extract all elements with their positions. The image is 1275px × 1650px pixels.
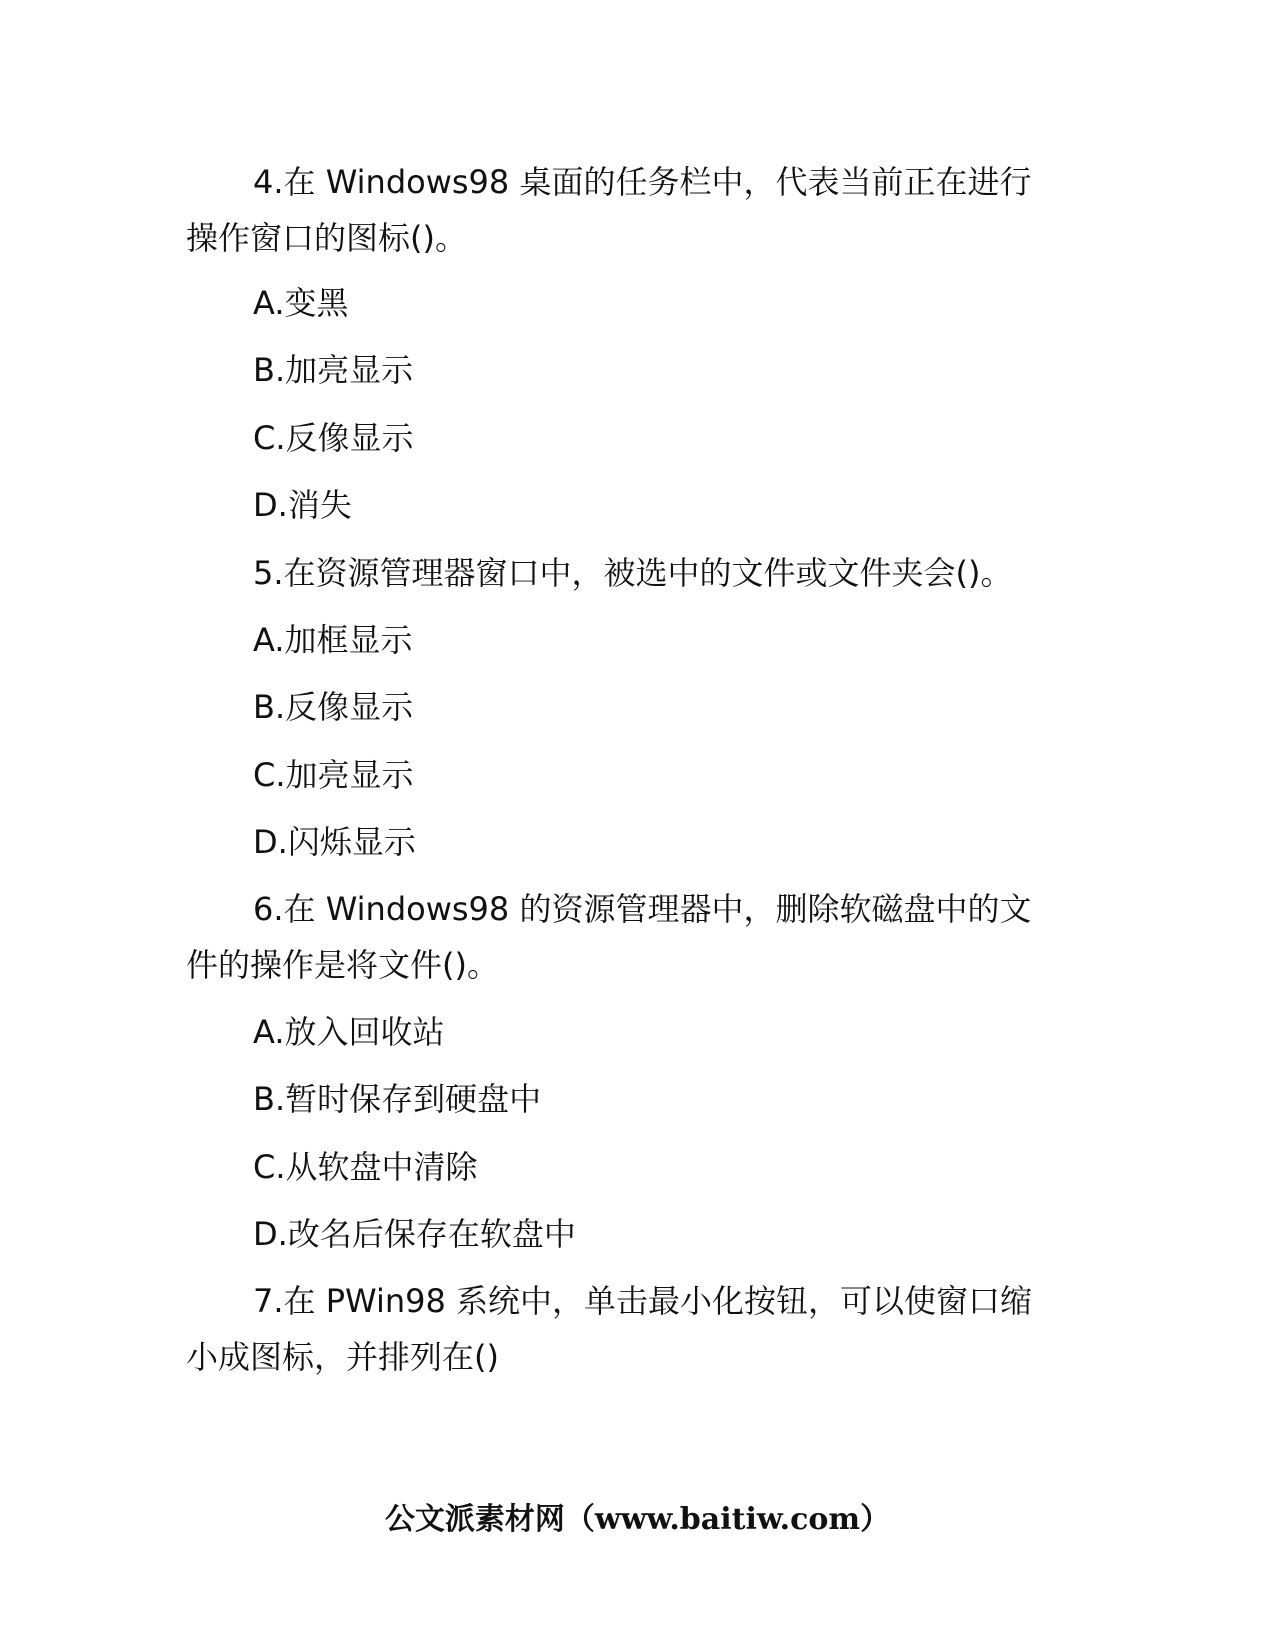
- question-7-stem-line-2: 小成图标，并排列在(): [186, 1338, 499, 1376]
- question-6-stem-line-1: 6.在 Windows98 的资源管理器中，删除软磁盘中的文: [253, 890, 1032, 928]
- footer-source-text: 公文派素材网（www.baitiw.com）: [384, 1502, 891, 1537]
- question-4-option-b: B.加亮显示: [253, 351, 414, 389]
- question-4-option-d: D.消失: [253, 486, 352, 524]
- question-7-stem-line-1: 7.在 PWin98 系统中，单击最小化按钮，可以使窗口缩: [253, 1282, 1033, 1320]
- question-6-stem-line-2: 件的操作是将文件()。: [186, 946, 499, 984]
- question-5-stem-line-1: 5.在资源管理器窗口中，被选中的文件或文件夹会()。: [253, 554, 1013, 592]
- question-4-stem-line-1: 4.在 Windows98 桌面的任务栏中，代表当前正在进行: [253, 163, 1032, 201]
- question-6-option-a: A.放入回收站: [253, 1013, 445, 1051]
- question-4-stem-line-2: 操作窗口的图标()。: [186, 219, 467, 257]
- question-6-option-d: D.改名后保存在软盘中: [253, 1215, 576, 1253]
- question-6-option-c: C.从软盘中清除: [253, 1148, 478, 1186]
- question-5-option-c: C.加亮显示: [253, 756, 414, 794]
- question-6-option-b: B.暂时保存到硬盘中: [253, 1080, 542, 1118]
- question-5-option-a: A.加框显示: [253, 621, 413, 659]
- question-4-option-a: A.变黑: [253, 284, 349, 322]
- question-5-option-b: B.反像显示: [253, 688, 414, 726]
- question-4-option-c: C.反像显示: [253, 419, 414, 457]
- question-5-option-d: D.闪烁显示: [253, 823, 416, 861]
